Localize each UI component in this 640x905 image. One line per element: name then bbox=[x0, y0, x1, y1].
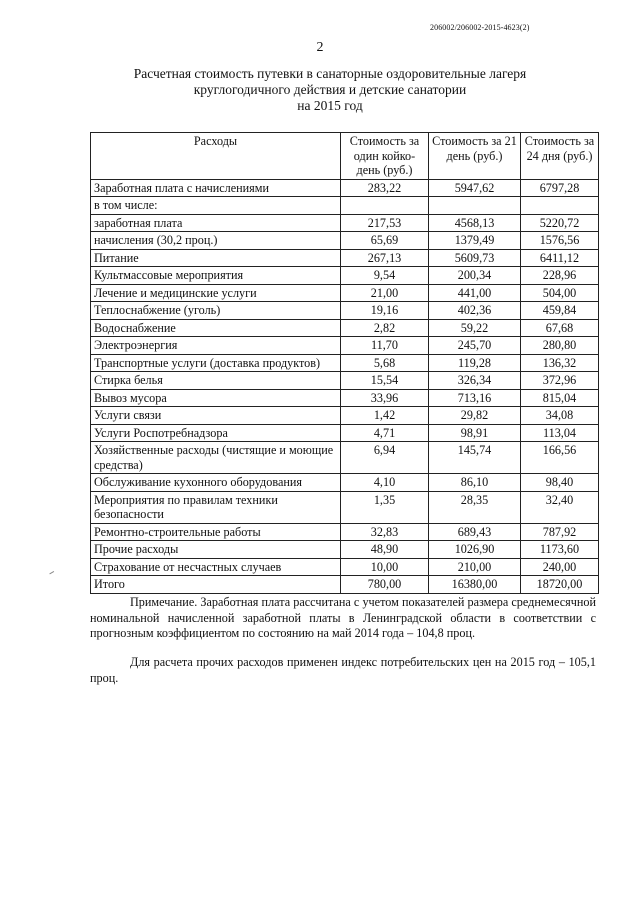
document-title bbox=[80, 66, 580, 114]
cell-cost-21-days bbox=[429, 197, 521, 215]
cell-cost-21-days: 86,10 bbox=[429, 474, 521, 492]
cell-expense-name: Вывоз мусора bbox=[91, 389, 341, 407]
title-line-3: на 2015 год bbox=[297, 98, 363, 113]
table-row bbox=[91, 179, 599, 197]
cell-cost-21-days: 402,36 bbox=[429, 302, 521, 320]
cell-cost-per-day: 4,10 bbox=[341, 474, 429, 492]
table-row bbox=[91, 284, 599, 302]
cell-cost-24-days: 228,96 bbox=[521, 267, 599, 285]
cell-cost-per-day: 1,42 bbox=[341, 407, 429, 425]
cell-expense-name: Транспортные услуги (доставка продуктов) bbox=[91, 354, 341, 372]
table-header-row bbox=[91, 133, 599, 180]
cell-cost-per-day: 11,70 bbox=[341, 337, 429, 355]
table-row bbox=[91, 424, 599, 442]
header-expenses: Расходы bbox=[91, 133, 341, 180]
header-cost-24-days: Стоимость за 24 дня (руб.) bbox=[521, 133, 599, 180]
document-id: 206002/206002-2015-4623(2) bbox=[430, 23, 530, 32]
cell-cost-per-day: 65,69 bbox=[341, 232, 429, 250]
cell-cost-21-days: 1026,90 bbox=[429, 541, 521, 559]
cell-cost-21-days: 98,91 bbox=[429, 424, 521, 442]
cell-cost-24-days: 280,80 bbox=[521, 337, 599, 355]
table-row bbox=[91, 541, 599, 559]
cell-cost-24-days: 98,40 bbox=[521, 474, 599, 492]
cell-cost-24-days: 166,56 bbox=[521, 442, 599, 474]
cell-cost-21-days: 16380,00 bbox=[429, 576, 521, 594]
table-row bbox=[91, 491, 599, 523]
table-row bbox=[91, 337, 599, 355]
cell-cost-21-days: 210,00 bbox=[429, 558, 521, 576]
cell-expense-name: Обслуживание кухонного оборудования bbox=[91, 474, 341, 492]
table-body bbox=[91, 179, 599, 593]
cell-expense-name: Питание bbox=[91, 249, 341, 267]
cell-cost-24-days: 67,68 bbox=[521, 319, 599, 337]
table-row bbox=[91, 389, 599, 407]
cell-expense-name: Итого bbox=[91, 576, 341, 594]
cell-cost-24-days: 459,84 bbox=[521, 302, 599, 320]
cell-cost-per-day bbox=[341, 197, 429, 215]
cell-cost-24-days: 5220,72 bbox=[521, 214, 599, 232]
note-salary bbox=[90, 595, 596, 642]
cell-cost-per-day: 283,22 bbox=[341, 179, 429, 197]
cell-cost-per-day: 32,83 bbox=[341, 523, 429, 541]
cell-cost-21-days: 200,34 bbox=[429, 267, 521, 285]
cell-expense-name: Услуги связи bbox=[91, 407, 341, 425]
cell-cost-per-day: 21,00 bbox=[341, 284, 429, 302]
note-other-expenses bbox=[90, 655, 596, 686]
cell-cost-21-days: 1379,49 bbox=[429, 232, 521, 250]
cell-cost-per-day: 48,90 bbox=[341, 541, 429, 559]
cell-cost-per-day: 217,53 bbox=[341, 214, 429, 232]
cell-cost-21-days: 119,28 bbox=[429, 354, 521, 372]
table-row bbox=[91, 319, 599, 337]
cost-table bbox=[90, 132, 599, 594]
cell-cost-24-days bbox=[521, 197, 599, 215]
cell-cost-24-days: 787,92 bbox=[521, 523, 599, 541]
cell-expense-name: Электроэнергия bbox=[91, 337, 341, 355]
cell-expense-name: Ремонтно-строительные работы bbox=[91, 523, 341, 541]
cell-cost-21-days: 326,34 bbox=[429, 372, 521, 390]
cell-cost-24-days: 32,40 bbox=[521, 491, 599, 523]
page-number: 2 bbox=[316, 40, 324, 55]
cell-expense-name: Культмассовые мероприятия bbox=[91, 267, 341, 285]
cell-expense-name: заработная плата bbox=[91, 214, 341, 232]
cell-cost-21-days: 5609,73 bbox=[429, 249, 521, 267]
table-row bbox=[91, 249, 599, 267]
cell-expense-name: Услуги Роспотребнадзора bbox=[91, 424, 341, 442]
cell-cost-24-days: 6411,12 bbox=[521, 249, 599, 267]
cell-cost-per-day: 33,96 bbox=[341, 389, 429, 407]
cell-cost-per-day: 6,94 bbox=[341, 442, 429, 474]
cell-cost-24-days: 372,96 bbox=[521, 372, 599, 390]
table-row bbox=[91, 407, 599, 425]
cell-expense-name: Теплоснабжение (уголь) bbox=[91, 302, 341, 320]
cell-cost-24-days: 1576,56 bbox=[521, 232, 599, 250]
cell-expense-name: Мероприятия по правилам техники безопасности bbox=[91, 491, 341, 523]
header-cost-21-days: Стоимость за 21 день (руб.) bbox=[429, 133, 521, 180]
cell-cost-per-day: 10,00 bbox=[341, 558, 429, 576]
cell-cost-per-day: 15,54 bbox=[341, 372, 429, 390]
cell-cost-21-days: 28,35 bbox=[429, 491, 521, 523]
cell-cost-per-day: 19,16 bbox=[341, 302, 429, 320]
cell-expense-name: Стирка белья bbox=[91, 372, 341, 390]
cell-cost-24-days: 504,00 bbox=[521, 284, 599, 302]
cell-cost-21-days: 59,22 bbox=[429, 319, 521, 337]
cell-cost-per-day: 267,13 bbox=[341, 249, 429, 267]
cell-cost-per-day: 780,00 bbox=[341, 576, 429, 594]
cell-expense-name: Водоснабжение bbox=[91, 319, 341, 337]
note-salary-text: Примечание. Заработная плата рассчитана с учетом показателей размера среднемесячной номинальной начисленной заработной платы в Ленинградской области в соответствии с прогнозным коэффициентом по состоянию на май 2014 года – 104,8 проц. bbox=[90, 595, 596, 640]
cell-cost-per-day: 1,35 bbox=[341, 491, 429, 523]
cell-cost-per-day: 5,68 bbox=[341, 354, 429, 372]
table-row bbox=[91, 523, 599, 541]
table-row bbox=[91, 576, 599, 594]
cell-cost-21-days: 245,70 bbox=[429, 337, 521, 355]
table-row bbox=[91, 267, 599, 285]
table-row bbox=[91, 232, 599, 250]
cell-expense-name: Страхование от несчастных случаев bbox=[91, 558, 341, 576]
cell-cost-21-days: 689,43 bbox=[429, 523, 521, 541]
table-row bbox=[91, 354, 599, 372]
header-cost-per-day: Стоимость за один койко-день (руб.) bbox=[341, 133, 429, 180]
cell-cost-21-days: 145,74 bbox=[429, 442, 521, 474]
table-row bbox=[91, 558, 599, 576]
cell-cost-24-days: 113,04 bbox=[521, 424, 599, 442]
cell-cost-21-days: 441,00 bbox=[429, 284, 521, 302]
table-row bbox=[91, 442, 599, 474]
margin-mark bbox=[49, 571, 55, 577]
cell-cost-21-days: 4568,13 bbox=[429, 214, 521, 232]
cell-cost-per-day: 4,71 bbox=[341, 424, 429, 442]
cell-cost-24-days: 136,32 bbox=[521, 354, 599, 372]
cell-cost-per-day: 2,82 bbox=[341, 319, 429, 337]
cell-cost-24-days: 34,08 bbox=[521, 407, 599, 425]
cell-expense-name: Хозяйственные расходы (чистящие и моющие средства) bbox=[91, 442, 341, 474]
cell-expense-name: Прочие расходы bbox=[91, 541, 341, 559]
cell-cost-per-day: 9,54 bbox=[341, 267, 429, 285]
cell-cost-24-days: 240,00 bbox=[521, 558, 599, 576]
cell-expense-name: Заработная плата с начислениями bbox=[91, 179, 341, 197]
cell-expense-name: начисления (30,2 проц.) bbox=[91, 232, 341, 250]
cell-cost-24-days: 1173,60 bbox=[521, 541, 599, 559]
cell-cost-24-days: 18720,00 bbox=[521, 576, 599, 594]
cell-cost-21-days: 29,82 bbox=[429, 407, 521, 425]
table-row bbox=[91, 474, 599, 492]
cell-cost-24-days: 815,04 bbox=[521, 389, 599, 407]
table-row bbox=[91, 302, 599, 320]
cell-expense-name: Лечение и медицинские услуги bbox=[91, 284, 341, 302]
cell-cost-24-days: 6797,28 bbox=[521, 179, 599, 197]
cell-cost-21-days: 5947,62 bbox=[429, 179, 521, 197]
table-row bbox=[91, 372, 599, 390]
cell-expense-name: в том числе: bbox=[91, 197, 341, 215]
table-row bbox=[91, 214, 599, 232]
cell-cost-21-days: 713,16 bbox=[429, 389, 521, 407]
table-row bbox=[91, 197, 599, 215]
note-other-expenses-text: Для расчета прочих расходов применен индекс потребительских цен на 2015 год – 105,1 проц. bbox=[90, 655, 596, 685]
title-line-1: Расчетная стоимость путевки в санаторные оздоровительные лагеря bbox=[133, 66, 527, 81]
title-line-2: круглогодичного действия и детские санатории bbox=[193, 82, 467, 97]
